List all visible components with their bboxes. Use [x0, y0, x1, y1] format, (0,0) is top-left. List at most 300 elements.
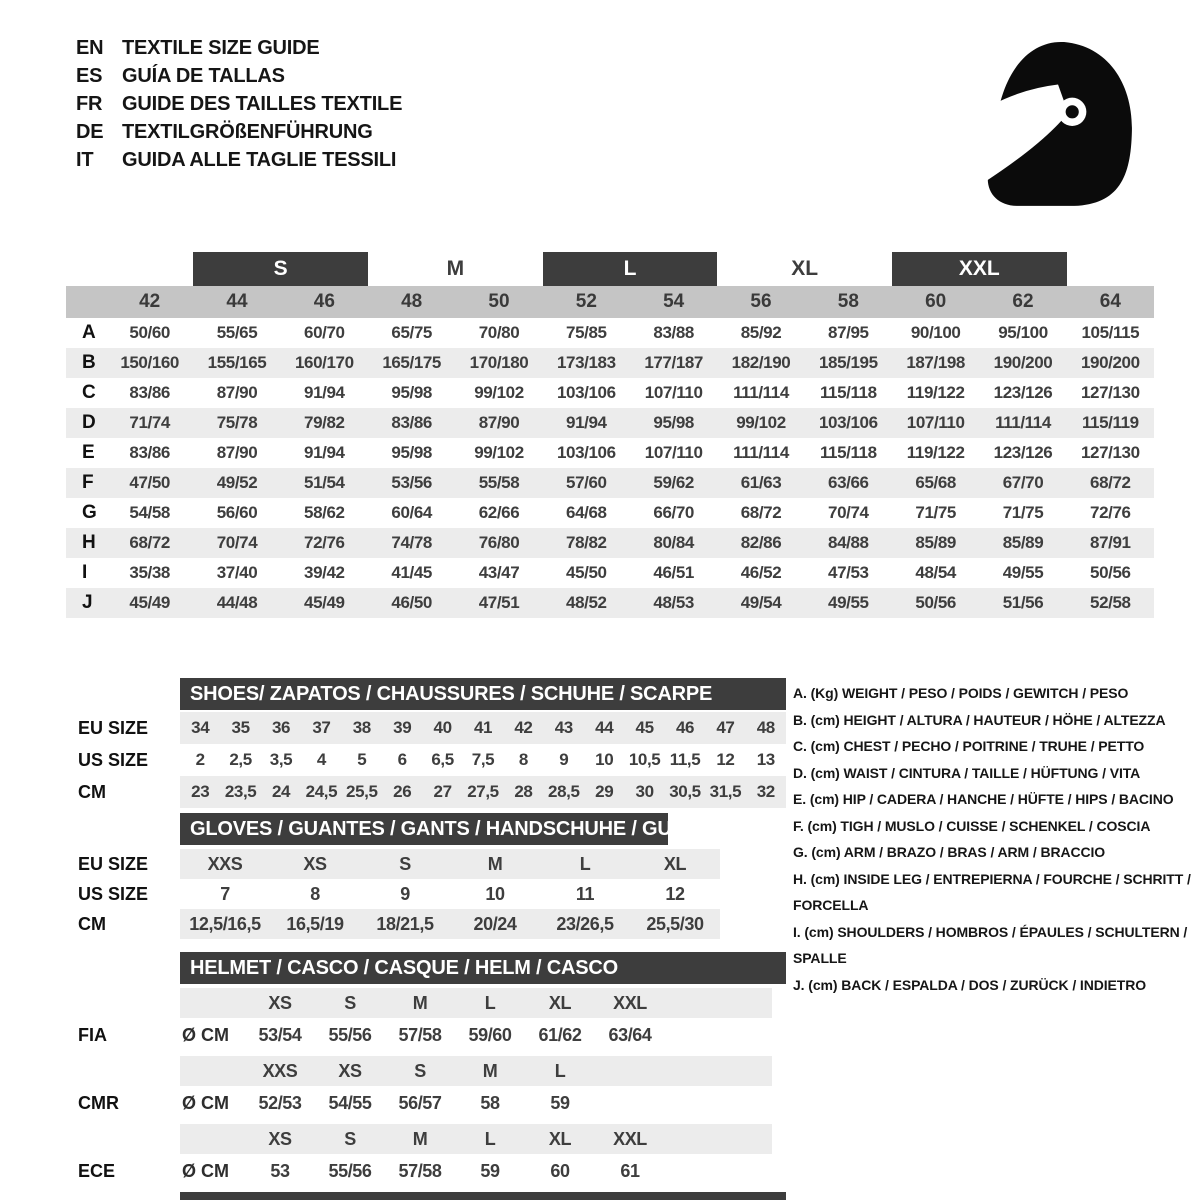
size-row-e [66, 438, 1154, 468]
shoe-size-value: 30,5 [669, 782, 701, 801]
helmet-size-label: M [412, 992, 428, 1013]
size-band-l: L [543, 252, 718, 286]
helmet-size-value: 59 [550, 1092, 570, 1113]
language-code: FR [76, 92, 103, 115]
racing-helmet-icon [973, 38, 1135, 212]
size-value: 64/68 [566, 503, 607, 522]
size-value: 70/74 [216, 533, 258, 552]
language-row [76, 118, 402, 146]
shoe-size-value: 47 [716, 718, 735, 737]
gloves-value-strip [180, 879, 720, 909]
size-value: 103/106 [557, 443, 616, 462]
numeric-size: 56 [750, 291, 772, 312]
shoe-size-value: 6 [397, 750, 407, 769]
size-value: 190/200 [993, 353, 1053, 372]
row-letter: I [82, 562, 88, 583]
helmet-size-label: S [414, 1060, 426, 1081]
language-code: DE [76, 120, 104, 143]
shoe-size-value: 24,5 [305, 782, 338, 801]
numeric-size: 48 [401, 291, 423, 312]
helmet-size-value: 52/53 [258, 1092, 302, 1113]
size-value: 84/88 [828, 533, 869, 552]
legend-item: H. (cm) INSIDE LEG / ENTREPIERNA / FOURCHE / SCHRITT / FORCELLA [793, 870, 1191, 913]
size-value: 68/72 [740, 503, 782, 522]
size-value: 44/48 [216, 593, 258, 612]
shoe-size-value: 40 [433, 718, 452, 737]
language-title: TEXTILGRÖßENFÜHRUNG [122, 120, 373, 143]
size-value: 46/50 [391, 593, 432, 612]
numeric-size: 44 [226, 291, 248, 312]
size-value: 111/114 [733, 443, 789, 462]
size-value: 83/86 [129, 443, 170, 462]
shoe-size-value: 39 [393, 718, 412, 737]
size-row-b [66, 348, 1154, 378]
size-value: 160/170 [295, 353, 354, 372]
shoe-size-value: 30 [635, 782, 654, 801]
glove-size-value: 9 [400, 883, 410, 904]
size-value: 74/78 [391, 533, 432, 552]
standard-label: FIA [78, 1024, 107, 1045]
shoe-size-value: 4 [316, 750, 326, 769]
row-label: CM [78, 781, 106, 802]
size-value: 57/60 [566, 473, 607, 492]
size-band-xl: XL [791, 257, 819, 280]
size-value: 49/55 [1002, 563, 1044, 582]
helmet-size-label: XL [548, 992, 572, 1013]
size-row-h [66, 528, 1154, 558]
numeric-size: 42 [139, 291, 161, 312]
size-value: 85/89 [1002, 533, 1044, 552]
gloves-value-strip [180, 849, 720, 879]
size-value: 46/51 [653, 563, 694, 582]
row-letter: A [82, 322, 96, 343]
helmet-value-row [78, 1088, 786, 1118]
shoe-size-value: 43 [554, 718, 573, 737]
helmet-size-value: 53 [270, 1160, 290, 1181]
row-label: US SIZE [78, 883, 149, 904]
helmet-size-label: L [554, 1060, 566, 1081]
helmet-size-value: 55/56 [328, 1160, 372, 1181]
helmet-size-row [180, 1056, 772, 1086]
shoe-size-value: 5 [357, 750, 367, 769]
shoe-size-value: 13 [756, 750, 775, 769]
size-value: 95/98 [653, 413, 694, 432]
row-letter: G [82, 502, 97, 523]
size-value: 99/102 [736, 413, 786, 432]
helmet-size-label: XS [268, 992, 292, 1013]
helmet-size-value: 54/55 [328, 1092, 372, 1113]
size-value: 55/65 [216, 323, 258, 342]
helmet-size-label: XL [548, 1128, 572, 1149]
helmet-size-value: 60 [550, 1160, 570, 1181]
shoe-size-value: 2 [195, 750, 205, 769]
glove-size-value: XS [303, 853, 327, 874]
legend-item: J. (cm) BACK / ESPALDA / DOS / ZURÜCK / INDIETRO [793, 976, 1147, 993]
size-value: 115/119 [1081, 413, 1139, 432]
shoe-size-value: 10,5 [628, 750, 661, 769]
shoe-size-value: 28 [514, 782, 533, 801]
size-row-c [66, 378, 1154, 408]
size-value: 70/74 [828, 503, 869, 522]
size-band-s: S [193, 252, 368, 286]
glove-size-value: 12 [665, 883, 685, 904]
shoes-section-header: SHOES/ ZAPATOS / CHAUSSURES / SCHUHE / SCARPE [180, 678, 786, 710]
helmet-size-value: 58 [480, 1092, 500, 1113]
shoe-size-value: 46 [675, 718, 695, 737]
size-value: 71/74 [129, 413, 170, 432]
size-value: 83/86 [391, 413, 432, 432]
size-value: 91/94 [304, 383, 345, 402]
legend-item: G. (cm) ARM / BRAZO / BRAS / ARM / BRACCIO [793, 844, 1106, 860]
helmet-size-value: 57/58 [398, 1160, 442, 1181]
shoes-row [78, 776, 786, 808]
size-value: 111/114 [995, 413, 1051, 432]
diameter-unit: Ø CM [182, 1024, 229, 1045]
helmet-size-row [180, 1124, 772, 1154]
shoes-value-strip [180, 712, 786, 744]
size-value: 66/70 [653, 503, 694, 522]
numeric-size: 58 [837, 291, 859, 312]
helmet-size-label: XXS [262, 1060, 298, 1081]
helmet-size-value: 63/64 [608, 1024, 652, 1045]
size-value: 83/86 [129, 383, 170, 402]
numeric-size: 62 [1012, 291, 1034, 312]
size-value: 59/62 [653, 473, 694, 492]
size-value: 47/51 [478, 593, 520, 612]
size-value: 190/200 [1081, 353, 1140, 372]
legend-item: C. (cm) CHEST / PECHO / POITRINE / TRUHE / PETTO [793, 738, 1145, 754]
gloves-section-header: GLOVES / GUANTES / GANTS / HANDSCHUHE / GUANTI [180, 813, 668, 845]
row-label: CM [78, 913, 106, 934]
cropped-next-section-bar [180, 1192, 786, 1200]
size-value: 37/40 [216, 563, 258, 582]
shoes-value-strip [180, 776, 786, 808]
shoe-size-value: 44 [595, 718, 614, 737]
size-value: 87/95 [828, 323, 869, 342]
size-value: 105/115 [1081, 323, 1140, 342]
shoe-size-value: 37 [312, 718, 331, 737]
size-value: 55/58 [478, 473, 520, 492]
size-value: 45/49 [304, 593, 345, 612]
language-code: EN [76, 36, 104, 59]
size-value: 61/63 [740, 473, 782, 492]
shoe-size-value: 8 [518, 750, 528, 769]
size-value: 56/60 [216, 503, 258, 522]
size-value: 127/130 [1081, 443, 1140, 462]
shoe-size-value: 45 [635, 718, 654, 737]
size-value: 87/91 [1090, 533, 1131, 552]
shoe-size-value: 11,5 [669, 750, 701, 769]
language-code: ES [76, 64, 103, 87]
language-title: GUIDA ALLE TAGLIE TESSILI [122, 148, 397, 171]
helmet-size-value: 55/56 [328, 1024, 372, 1045]
size-value: 177/187 [644, 353, 703, 372]
size-value: 68/72 [1090, 473, 1131, 492]
row-letter: J [82, 592, 93, 613]
size-value: 72/76 [1090, 503, 1131, 522]
size-value: 79/82 [304, 413, 345, 432]
size-value: 71/75 [915, 503, 956, 522]
size-row-f [66, 468, 1154, 498]
glove-size-value: 12,5/16,5 [189, 913, 261, 934]
glove-size-value: 20/24 [473, 913, 517, 934]
shoe-size-value: 10 [595, 750, 614, 769]
shoe-size-value: 12 [716, 750, 735, 769]
size-value: 47/53 [828, 563, 869, 582]
shoes-row [78, 744, 786, 776]
size-value: 58/62 [304, 503, 345, 522]
size-value: 60/64 [391, 503, 432, 522]
size-value: 91/94 [566, 413, 607, 432]
size-value: 50/56 [915, 593, 956, 612]
helmet-size-row [180, 988, 772, 1018]
size-row-i [66, 558, 1154, 588]
helmet-group-cmr [78, 1056, 786, 1118]
shoe-size-value: 3,5 [269, 750, 293, 769]
glove-size-value: 25,5/30 [646, 913, 704, 934]
shoes-row [78, 712, 786, 744]
size-value: 50/56 [1090, 563, 1131, 582]
size-value: 49/52 [216, 473, 258, 492]
helmet-size-value: 59/60 [468, 1024, 512, 1045]
size-value: 48/53 [653, 593, 694, 612]
textile-size-table [66, 252, 1154, 618]
size-row-a [66, 318, 1154, 348]
helmet-value-row [78, 1156, 786, 1186]
size-value: 76/80 [478, 533, 520, 552]
size-value: 127/130 [1081, 383, 1140, 402]
numeric-size: 60 [925, 291, 947, 312]
shoe-size-value: 42 [514, 718, 533, 737]
diameter-unit: Ø CM [182, 1092, 229, 1113]
shoe-size-value: 35 [231, 718, 250, 737]
legend-item: D. (cm) WAIST / CINTURA / TAILLE / HÜFTUNG / VITA [793, 764, 1141, 781]
shoe-size-value: 23 [191, 782, 210, 801]
size-value: 95/98 [391, 443, 432, 462]
size-value: 123/126 [993, 383, 1053, 402]
shoe-size-value: 9 [559, 750, 569, 769]
language-title: GUIDE DES TAILLES TEXTILE [122, 92, 403, 115]
numeric-size: 64 [1099, 291, 1121, 312]
size-value: 51/56 [1002, 593, 1044, 612]
glove-size-value: XXS [207, 853, 243, 874]
glove-size-value: M [487, 853, 503, 874]
standard-label: CMR [78, 1092, 119, 1113]
helmet-size-label: M [412, 1128, 428, 1149]
numeric-size: 54 [663, 291, 685, 312]
size-value: 67/70 [1002, 473, 1044, 492]
size-value: 165/175 [382, 353, 441, 372]
helmet-size-value: 57/58 [398, 1024, 442, 1045]
size-value: 95/98 [391, 383, 432, 402]
size-band-m: M [446, 257, 465, 280]
row-letter: E [82, 442, 95, 463]
size-value: 47/50 [129, 473, 170, 492]
size-value: 119/122 [906, 383, 965, 402]
shoes-value-strip [180, 744, 786, 776]
size-value: 65/68 [915, 473, 956, 492]
size-value: 150/160 [120, 353, 179, 372]
size-value: 52/58 [1090, 593, 1131, 612]
size-value: 155/165 [207, 353, 267, 372]
glove-size-value: 8 [310, 883, 320, 904]
size-value: 70/80 [478, 323, 520, 342]
size-row-g [66, 498, 1154, 528]
size-value: 173/183 [557, 353, 616, 372]
shoe-size-value: 34 [191, 718, 210, 737]
numeric-size: 52 [575, 291, 597, 312]
shoe-size-value: 6,5 [431, 750, 454, 769]
language-list [76, 34, 402, 174]
helmet-size-value: 56/57 [398, 1092, 442, 1113]
shoe-size-value: 28,5 [548, 782, 580, 801]
shoe-size-value: 2,5 [229, 750, 252, 769]
row-letter: C [82, 382, 96, 403]
helmet-size-label: L [484, 1128, 496, 1149]
shoe-size-value: 27,5 [467, 782, 499, 801]
size-value: 99/102 [474, 443, 524, 462]
size-value: 103/106 [557, 383, 616, 402]
size-value: 65/75 [391, 323, 432, 342]
numeric-size: 46 [313, 291, 335, 312]
language-title: TEXTILE SIZE GUIDE [122, 36, 320, 59]
helmet-size-label: L [484, 992, 496, 1013]
glove-size-value: 10 [485, 883, 505, 904]
size-value: 83/88 [653, 323, 694, 342]
size-value: 75/85 [566, 323, 607, 342]
size-value: 45/49 [129, 593, 170, 612]
size-rows [66, 318, 1154, 618]
helmet-size-label: XXL [613, 992, 647, 1013]
size-value: 123/126 [993, 443, 1053, 462]
size-value: 35/38 [129, 563, 170, 582]
size-value: 68/72 [129, 533, 170, 552]
size-value: 60/70 [304, 323, 345, 342]
helmet-group-ece [78, 1124, 786, 1186]
size-value: 45/50 [566, 563, 607, 582]
size-value: 103/106 [819, 413, 878, 432]
size-value: 185/195 [819, 353, 878, 372]
gloves-row [78, 909, 720, 939]
size-value: 82/86 [740, 533, 782, 552]
size-value: 85/89 [915, 533, 956, 552]
shoe-size-value: 25,5 [346, 782, 378, 801]
helmet-size-label: M [482, 1060, 498, 1081]
size-value: 90/100 [910, 323, 961, 342]
shoe-size-value: 36 [271, 718, 291, 737]
glove-size-value: 7 [220, 883, 230, 904]
shoe-size-value: 24 [271, 782, 291, 801]
size-value: 115/118 [819, 383, 877, 402]
language-row [76, 34, 402, 62]
helmet-size-value: 61/62 [538, 1024, 582, 1045]
diameter-unit: Ø CM [182, 1160, 229, 1181]
size-value: 115/118 [819, 443, 877, 462]
row-letter: B [82, 352, 96, 373]
helmet-size-value: 53/54 [258, 1024, 302, 1045]
shoes-table [78, 712, 786, 808]
gloves-value-strip [180, 909, 720, 939]
size-value: 49/55 [828, 593, 869, 612]
helmet-size-label: XS [268, 1128, 292, 1149]
language-title: GUÍA DE TALLAS [122, 64, 285, 87]
size-band-xxl: XXL [892, 252, 1067, 286]
size-value: 87/90 [216, 383, 258, 402]
size-value: 71/75 [1002, 503, 1044, 522]
size-value: 78/82 [566, 533, 607, 552]
size-value: 43/47 [478, 563, 520, 582]
size-value: 39/42 [304, 563, 345, 582]
size-value: 48/54 [915, 563, 956, 582]
glove-size-value: L [579, 853, 591, 874]
helmet-size-label: S [344, 1128, 356, 1149]
shoe-size-value: 48 [756, 718, 775, 737]
size-value: 72/76 [304, 533, 345, 552]
glove-size-value: XL [663, 853, 687, 874]
numeric-size-row [66, 286, 1154, 318]
language-row [76, 90, 402, 118]
size-value: 107/110 [906, 413, 965, 432]
glove-size-value: 11 [575, 883, 595, 904]
shoe-size-value: 31,5 [709, 782, 742, 801]
size-value: 63/66 [828, 473, 869, 492]
row-letter: F [82, 472, 94, 493]
size-value: 49/54 [740, 593, 782, 612]
size-row-j [66, 588, 1154, 618]
shoe-size-value: 27 [433, 782, 452, 801]
size-value: 50/60 [129, 323, 170, 342]
size-value: 107/110 [644, 443, 703, 462]
size-value: 182/190 [731, 353, 791, 372]
legend-item: F. (cm) TIGH / MUSLO / CUISSE / SCHENKEL / COSCIA [793, 817, 1151, 834]
size-value: 51/54 [304, 473, 345, 492]
language-row [76, 146, 402, 174]
glove-size-value: 16,5/19 [286, 913, 344, 934]
size-value: 87/90 [478, 413, 520, 432]
size-bands-row [66, 252, 1154, 286]
size-value: 91/94 [304, 443, 345, 462]
size-value: 119/122 [906, 443, 965, 462]
size-value: 99/102 [474, 383, 524, 402]
size-value: 53/56 [391, 473, 432, 492]
size-value: 87/90 [216, 443, 258, 462]
legend-item: E. (cm) HIP / CADERA / HANCHE / HÜFTE / HIPS / BACINO [793, 791, 1174, 807]
size-value: 62/66 [478, 503, 520, 522]
glove-size-value: S [399, 853, 411, 874]
row-label: EU SIZE [78, 717, 149, 738]
row-label: EU SIZE [78, 853, 149, 874]
size-value: 46/52 [740, 563, 782, 582]
size-value: 41/45 [391, 563, 432, 582]
size-value: 75/78 [216, 413, 258, 432]
helmet-size-value: 59 [480, 1160, 500, 1181]
size-value: 170/180 [469, 353, 529, 372]
helmet-size-label: XS [338, 1060, 362, 1081]
helmet-size-value: 61 [620, 1160, 640, 1181]
helmet-size-label: S [344, 992, 356, 1013]
row-label: US SIZE [78, 749, 149, 770]
size-value: 95/100 [998, 323, 1048, 342]
glove-size-value: 18/21,5 [376, 913, 434, 934]
shoe-size-value: 26 [393, 782, 412, 801]
numeric-size: 50 [488, 291, 510, 312]
size-value: 187/198 [906, 353, 965, 372]
size-value: 111/114 [733, 383, 789, 402]
size-value: 107/110 [644, 383, 703, 402]
shoe-size-value: 7,5 [471, 750, 495, 769]
size-value: 85/92 [740, 323, 782, 342]
standard-label: ECE [78, 1160, 116, 1181]
